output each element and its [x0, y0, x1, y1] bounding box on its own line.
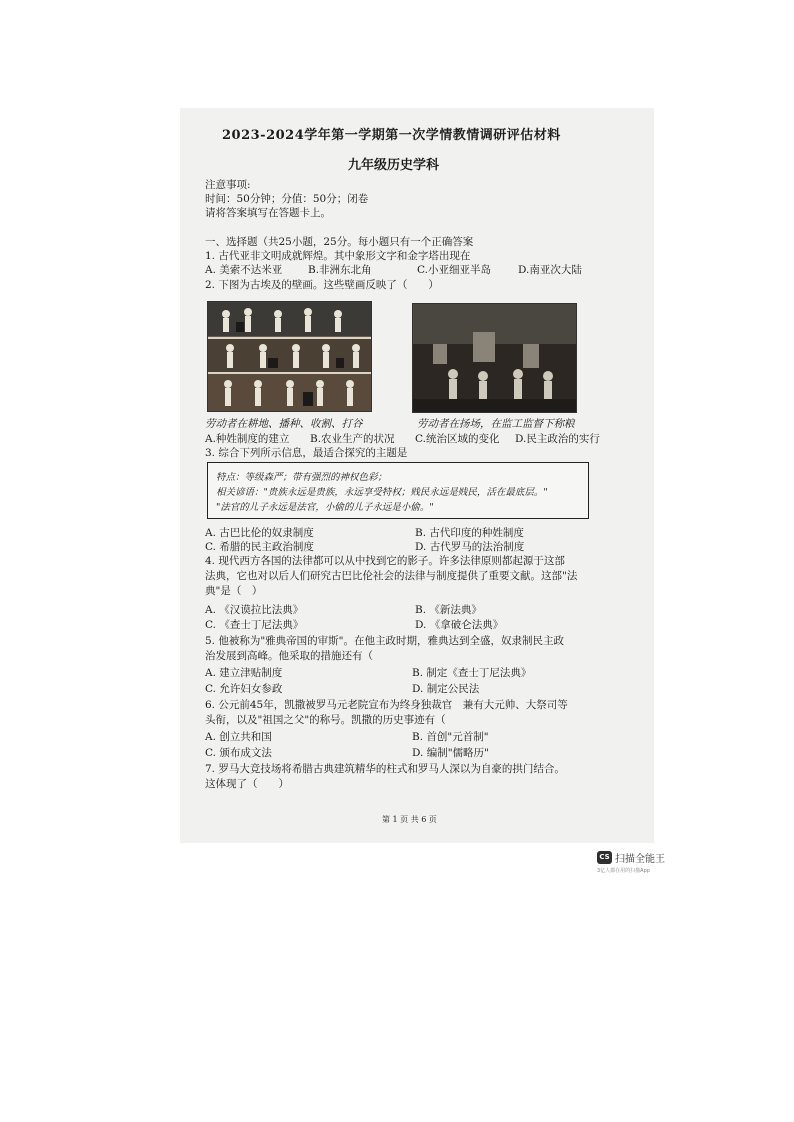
q7-stem-line1: 7. 罗马大竞技场将希腊古典建筑精华的柱式和罗马人深以为自豪的拱门结合。 [205, 763, 565, 775]
egyptian-mural-granary-image [412, 303, 577, 413]
camscanner-logo-icon: CS [597, 851, 612, 864]
q3-box-line2: 相关谚语："贵族永远是贵族，永远享受特权；贱民永远是贱民，活在最底层。" [216, 487, 548, 498]
notice-instruction: 请将答案填写在答题卡上。 [205, 207, 331, 219]
scanner-app-name: 扫描全能王 [615, 854, 665, 865]
scanner-app-tagline: 3亿人都在用的扫描App [597, 868, 650, 874]
q3-option-d: D. 古代罗马的法治制度 [415, 541, 525, 553]
q1-stem: 1. 古代亚非文明成就辉煌。其中象形文字和金字塔出现在 [205, 250, 471, 262]
q4-stem-line1: 4. 现代西方各国的法律都可以从中找到它的影子。许多法律原则都起源于这部 [205, 555, 565, 567]
q5-option-d: D. 制定公民法 [412, 683, 480, 695]
q6-option-d: D. 编制"儒略历" [412, 747, 489, 759]
q1-option-b: B.非洲东北角 [308, 264, 372, 276]
q3-info-box [207, 462, 589, 519]
notice-time: 时间：50分钟；分值：50分；闭卷 [205, 193, 369, 205]
notice-heading: 注意事项: [205, 179, 251, 191]
q3-box-line1: 特点：等级森严；带有强烈的神权色彩； [216, 472, 388, 483]
q4-stem-line2: 法典，它也对以后人们研究古巴比伦社会的法律与制度提供了重要文献。这部"法 [205, 570, 578, 582]
q3-option-b: B. 古代印度的种姓制度 [415, 527, 524, 539]
q4-option-b: B. 《新法典》 [415, 604, 482, 616]
mural2-caption: 劳动者在扬场，在监工监督下称粮 [417, 418, 575, 430]
q1-option-c: C.小亚细亚半岛 [417, 264, 491, 276]
exam-subtitle: 九年级历史学科 [348, 158, 440, 173]
exam-title: 2023-2024学年第一学期第一次学情教情调研评估材料 [222, 128, 561, 143]
egyptian-mural-farming-image [207, 301, 372, 412]
q5-option-c: C. 允许妇女参政 [205, 683, 283, 695]
q5-stem-line1: 5. 他被称为"雅典帝国的审斯"。在他主政时期，雅典达到全盛，奴隶制民主政 [205, 635, 565, 647]
q4-option-c: C. 《查士丁尼法典》 [205, 619, 304, 631]
q4-stem-line3: 典"是（ ） [205, 585, 263, 597]
q4-option-a: A. 《汉谟拉比法典》 [205, 604, 304, 616]
q2-option-d: D.民主政治的实行 [515, 433, 600, 445]
q2-stem: 2. 下图为古埃及的壁画。这些壁画反映了（ ） [205, 279, 439, 291]
q6-option-c: C. 颁布成文法 [205, 747, 272, 759]
q5-option-b: B. 制定《查士丁尼法典》 [412, 667, 532, 679]
section-heading: 一、选择题（共25小题，25分。每小题只有一个正确答案 [205, 236, 474, 248]
q6-stem-line1: 6. 公元前45年，凯撒被罗马元老院宣布为终身独裁官 兼有大元帅、大祭司等 [205, 699, 568, 711]
q2-option-a: A.种姓制度的建立 [205, 433, 290, 445]
q1-option-d: D.南亚次大陆 [518, 264, 582, 276]
q5-stem-line2: 治发展到高峰。他采取的措施还有（ [205, 650, 373, 662]
q2-option-b: B.农业生产的状况 [310, 433, 395, 445]
q3-box-line3: "法官的儿子永远是法官，小偷的儿子永远是小偷。" [216, 502, 434, 513]
q4-option-d: D. 《拿破仑法典》 [415, 619, 504, 631]
q3-stem: 3. 综合下列所示信息，最适合探究的主题是 [205, 447, 408, 459]
q3-option-a: A. 古巴比伦的奴隶制度 [205, 527, 314, 539]
q2-option-c: C.统治区域的变化 [415, 433, 500, 445]
q6-option-a: A. 创立共和国 [205, 731, 272, 743]
q3-option-c: C. 希腊的民主政治制度 [205, 541, 314, 553]
q7-stem-line2: 这体现了（ ） [205, 778, 289, 790]
mural1-caption: 劳动者在耕地、播种、收割、打谷 [205, 418, 363, 430]
q6-stem-line2: 头衔，以及"祖国之父"的称号。凯撒的历史事迹有（ [205, 714, 446, 726]
q6-option-b: B. 首创"元首制" [412, 731, 489, 743]
page-number: 第 1 页 共 6 页 [382, 815, 437, 824]
q1-option-a: A. 美索不达米亚 [205, 264, 283, 276]
q5-option-a: A. 建立津贴制度 [205, 667, 283, 679]
